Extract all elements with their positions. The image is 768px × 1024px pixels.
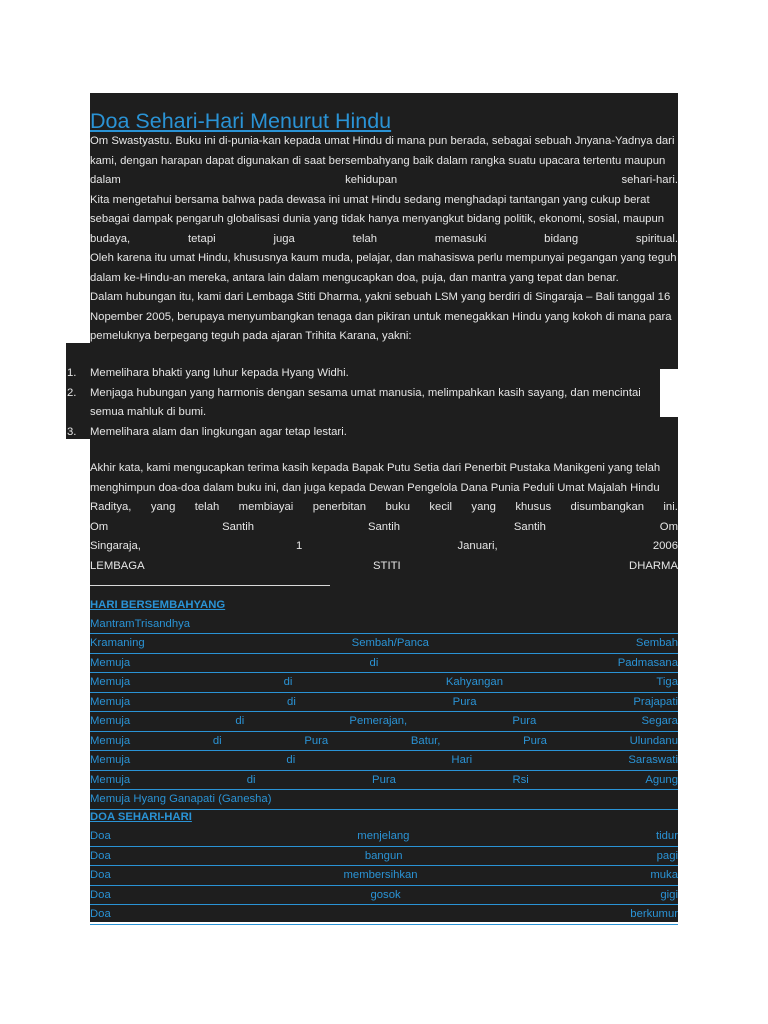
text-segment: dalam [90,174,121,186]
link-segment[interactable]: muka [650,869,678,881]
list-item-text: semua mahluk di bumi. [90,406,207,418]
text-line [90,152,678,172]
text-line [90,557,678,577]
list-number: 3. [67,425,77,438]
text-segment: Nopember 2005, berupaya menyumbangkan tenaga dan pikiran untuk menegakkan Hindu yang kokoh di mana para [90,310,672,323]
text-segment: Dalam hubungan itu, kami dari Lembaga Stiti Dharma, yakni sebuah LSM yang berdiri di Singaraja – Bali tanggal 16 [90,291,671,303]
text-segment: kami, dengan harapan dapat digunakan di saat bersembahyang baik dalam rangka suatu upacara tertentu maupun [90,154,666,167]
link-segment[interactable]: Agung [645,773,678,786]
link-segment[interactable]: Memuja [90,695,131,708]
link-row[interactable] [90,771,678,791]
link-segment[interactable]: di [212,734,222,747]
link-row[interactable] [90,905,678,925]
text-segment: menghimpun doa-doa dalam buku ini, dan juga kepada Dewan Pengelola Dana Punia Peduli Umat Majalah Hindu [90,481,660,494]
link-segment[interactable]: Pura [372,773,396,786]
link-segment[interactable]: di [287,695,296,708]
text-line [90,308,678,328]
link-row[interactable] [90,634,678,654]
link-segment[interactable]: Doa [90,888,111,901]
text-segment: penerbitan [312,501,367,513]
link-segment[interactable]: Memuja [90,656,131,669]
link-segment[interactable]: Memuja Hyang Ganapati (Ganesha) [90,793,272,805]
text-line [90,269,678,289]
link-row[interactable] [90,673,678,693]
link-segment[interactable]: gosok [370,888,401,901]
page-title[interactable]: Doa Sehari-Hari Menurut Hindu [90,109,392,134]
text-line [90,210,678,230]
link-row[interactable] [90,654,678,674]
text-segment: Akhir kata, kami mengucapkan terima kasih kepada Bapak Putu Setia dari Penerbit Pustaka Manikgeni yang telah [90,462,661,474]
link-segment[interactable]: Tiga [656,676,678,688]
link-segment[interactable]: Pura [452,695,477,708]
text-segment: Santih [222,520,255,533]
text-segment: spiritual. [635,232,678,245]
link-segment[interactable]: Memuja [90,754,131,766]
link-segment[interactable]: Sembah/Panca [351,637,429,649]
link-segment[interactable]: MantramTrisandhya [90,617,191,630]
link-row[interactable] [90,693,678,713]
link-row[interactable] [90,615,678,635]
text-segment: Santih [513,520,546,533]
text-segment: ini. [663,501,678,513]
text-segment: buku [385,501,410,513]
list-number: 1. [67,367,77,379]
text-segment: telah [194,501,220,513]
text-segment: Singaraja, [90,540,141,552]
link-segment[interactable]: di [235,715,245,727]
text-line [90,230,678,250]
text-line [90,132,678,152]
link-row[interactable] [90,886,678,906]
text-segment: Kita mengetahui bersama bahwa pada dewasa ini umat Hindu sedang menghadapi tantangan yang cukup berat [90,193,650,206]
link-segment[interactable]: Pura [523,734,547,747]
link-segment[interactable]: Segara [641,715,678,727]
list-item-text: Memelihara bhakti yang luhur kepada Hyang Widhi. [90,367,349,379]
link-segment[interactable]: menjelang [357,830,410,842]
text-segment: 2006 [652,540,678,552]
link-segment[interactable]: Memuja [90,734,131,747]
link-row[interactable] [90,712,678,732]
section-divider [90,585,330,586]
section-heading-doa-sehari-hari[interactable]: DOA SEHARI-HARI [90,811,192,823]
section-heading-hari-bersembahyang[interactable]: HARI BERSEMBAHYANG [90,599,226,611]
link-row[interactable] [90,790,678,810]
link-segment[interactable]: Padmasana [617,656,678,669]
text-segment: sehari-hari. [621,174,678,186]
list-number: 2. [67,386,77,399]
text-segment: bidang [544,232,579,245]
link-segment[interactable]: di [369,656,379,669]
text-segment: juga [273,232,295,245]
link-segment[interactable]: Sembah [635,637,678,649]
text-segment: pemeluknya berpegang teguh pada ajaran Trihita Karana, yakni: [90,330,412,342]
text-segment: DHARMA [629,559,678,572]
link-segment[interactable]: bangun [364,849,403,862]
text-segment: Januari, [457,540,498,552]
text-line [90,191,678,211]
text-segment: Raditya, [90,501,132,513]
link-row[interactable] [90,732,678,752]
text-line [90,249,678,269]
link-row[interactable] [90,847,678,867]
text-segment: Santih [367,520,401,533]
link-row[interactable] [90,751,678,771]
text-segment: yang [471,501,496,513]
text-segment: Om [659,520,678,533]
link-segment[interactable]: Batur, [410,734,441,747]
link-segment[interactable]: Saraswati [628,754,678,766]
link-segment[interactable]: Pura [512,715,537,727]
text-segment: dalam ke-Hindu-an mereka, antara lain dalam mengucapkan doa, puja, dan mantra yang tepat dan benar. [90,271,619,284]
text-segment: 1 [296,540,303,552]
text-line [90,518,678,538]
text-segment: STITI [373,559,401,572]
text-segment: Oleh karena itu umat Hindu, khususnya kaum muda, pelajar, dan mahasiswa perlu mempunyai pegangan yang teguh [90,252,677,264]
text-segment: sebagai dampak pengaruh globalisasi dunia yang tidak hanya menyangkut bidang politik, ekonomi, sosial, maupun [90,213,665,225]
text-segment: budaya, [90,232,131,245]
link-segment[interactable]: Memuja [90,773,131,786]
list-item-text: Memelihara alam dan lingkungan agar tetap lestari. [90,425,347,438]
link-segment[interactable]: Ulundanu [629,734,678,747]
text-line [90,459,678,479]
link-segment[interactable]: Doa [90,908,111,920]
link-segment[interactable]: di [286,754,296,766]
link-row[interactable] [90,827,678,847]
list-background-edge [659,343,678,369]
link-segment[interactable]: Doa [90,849,111,862]
text-segment: memasuki [434,232,487,245]
link-segment[interactable]: di [246,773,256,786]
link-segment[interactable]: gigi [660,888,678,901]
text-line [90,479,678,499]
link-segment[interactable]: Hari [451,754,473,766]
link-segment[interactable]: Kramaning [90,637,145,649]
link-row[interactable] [90,866,678,886]
text-line [90,171,678,191]
text-segment: LEMBAGA [90,559,145,572]
text-line [90,327,678,347]
text-segment: yang [150,501,176,513]
link-segment[interactable]: Prajapati [633,695,678,708]
link-segment[interactable]: pagi [656,849,678,862]
text-segment: telah [352,232,378,245]
link-segment[interactable]: Pemerajan, [349,715,408,727]
link-segment[interactable]: tidur [656,830,678,842]
text-segment: disumbangkan [570,501,645,513]
link-segment[interactable]: Pura [304,734,329,747]
link-segment[interactable]: Doa [90,869,111,881]
text-segment: Om Swastyastu. Buku ini di-punia-kan kepada umat Hindu di mana pun berada, sebagai sebuah Jnyana-Yadnya dari [90,135,675,147]
text-segment: membiayai [238,501,294,513]
link-segment[interactable]: Memuja [90,676,131,688]
text-segment: tetapi [188,232,216,245]
text-segment: khusus [515,501,552,513]
text-line [90,498,678,518]
text-segment: kehidupan [345,174,398,186]
link-segment[interactable]: membersihkan [343,869,418,881]
link-segment[interactable]: berkumur [630,908,678,920]
link-segment[interactable]: Kahyangan [445,676,503,688]
text-segment: kecil [429,501,453,513]
link-segment[interactable]: Rsi [512,773,529,786]
link-segment[interactable]: Doa [90,830,111,842]
text-segment: Om [90,520,109,533]
text-line [90,288,678,308]
list-background-edge [659,417,678,439]
link-segment[interactable]: di [283,676,293,688]
link-segment[interactable]: Memuja [90,715,131,727]
list-item-text: Menjaga hubungan yang harmonis dengan sesama umat manusia, melimpahkan kasih sayang, dan mencintai [90,386,641,399]
text-line [90,537,678,557]
